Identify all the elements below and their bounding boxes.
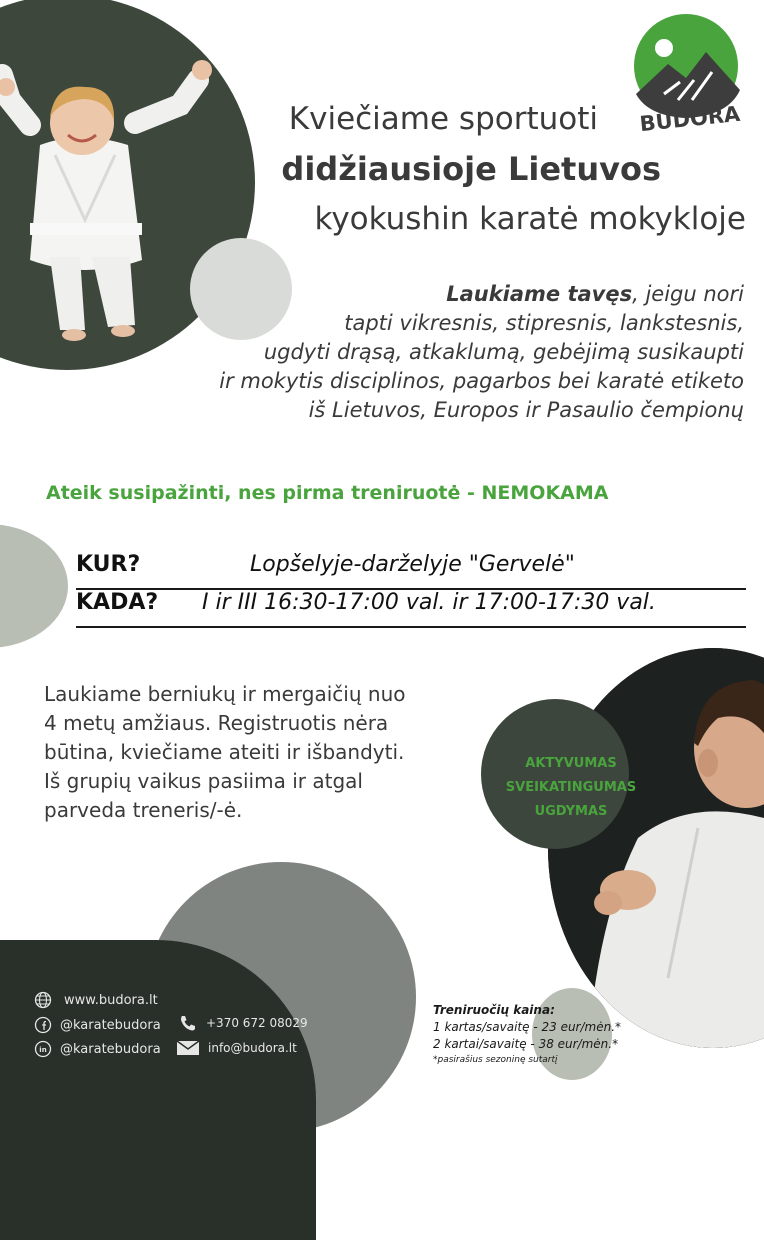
facebook-text: @karatebudora xyxy=(60,1017,161,1033)
facebook-icon xyxy=(34,1016,52,1034)
intro-line-2: tapti vikresnis, stipresnis, lankstesnis, xyxy=(344,311,744,335)
description-line-2: 4 metų amžiaus. Registruotis nėra xyxy=(44,711,389,735)
headline-line-3: kyokushin karatė mokykloje xyxy=(314,201,746,237)
price-line-1: 1 kartas/savaitę - 23 eur/mėn.* xyxy=(433,1020,622,1034)
feature-item: AKTYVUMAS xyxy=(525,756,617,771)
price-title: Treniruočių kaina: xyxy=(433,1003,555,1017)
intro-line-5: iš Lietuvos, Europos ir Pasaulio čempionų xyxy=(308,398,744,422)
website-text: www.budora.lt xyxy=(64,992,158,1008)
phone-text: +370 672 08029 xyxy=(206,1016,308,1030)
where-row xyxy=(76,552,746,590)
headline-line-2: didžiausioje Lietuvos xyxy=(281,150,661,188)
feature-item: SVEIKATINGUMAS xyxy=(505,780,637,795)
intro-line-3: ugdyti drąsą, atkaklumą, gebėjimą susikaupti xyxy=(263,340,744,364)
when-row xyxy=(76,590,746,628)
where-label: KUR? xyxy=(76,552,141,577)
linkedin-icon xyxy=(34,1040,52,1058)
description xyxy=(44,680,454,825)
free-first-training-cta: Ateik susipažinti, nes pirma treniruotė - NEMOKAMA xyxy=(46,482,609,504)
when-label: KADA? xyxy=(76,590,159,615)
headline-line-1: Kviečiame sportuoti xyxy=(288,101,598,137)
email-text: info@budora.lt xyxy=(208,1041,297,1055)
description-line-4: Iš grupių vaikus pasiima ir atgal xyxy=(44,769,363,793)
phone-link[interactable] xyxy=(178,1014,308,1032)
when-value: I ir III 16:30-17:00 val. ir 17:00-17:30 val. xyxy=(202,590,656,615)
phone-icon xyxy=(178,1014,198,1032)
intro-line-1: , jeigu nori xyxy=(632,282,744,306)
price-line-2: 2 kartai/savaitę - 38 eur/mėn.* xyxy=(433,1037,619,1051)
globe-icon xyxy=(34,991,52,1009)
facebook-link[interactable] xyxy=(34,1016,161,1034)
description-line-3: būtina, kviečiame ateiti ir išbandyti. xyxy=(44,740,405,764)
description-line-5: parveda treneris/-ė. xyxy=(44,798,243,822)
price-list xyxy=(433,1002,621,1067)
description-line-1: Laukiame berniukų ir mergaičių nuo xyxy=(44,682,406,706)
feature-list xyxy=(490,752,652,824)
budora-logo xyxy=(628,8,752,134)
email-link[interactable] xyxy=(176,1040,297,1056)
intro-lead: Laukiame tavęs xyxy=(446,282,633,306)
where-value: Lopšelyje-darželyje "Gervelė" xyxy=(250,552,575,577)
mail-icon xyxy=(176,1040,200,1056)
website-link[interactable] xyxy=(34,991,158,1009)
linkedin-text: @karatebudora xyxy=(60,1041,161,1057)
decorative-circle xyxy=(0,524,68,648)
logo-text: BUDORA xyxy=(638,101,742,134)
svg-text:in: in xyxy=(39,1046,47,1054)
linkedin-link[interactable] xyxy=(34,1040,161,1058)
intro-line-4: ir mokytis disciplinos, pagarbos bei karatė etiketo xyxy=(219,369,744,393)
feature-item: UGDYMAS xyxy=(534,804,608,819)
intro-text xyxy=(104,280,744,425)
price-note: *pasirašius sezoninę sutartį xyxy=(433,1055,558,1065)
